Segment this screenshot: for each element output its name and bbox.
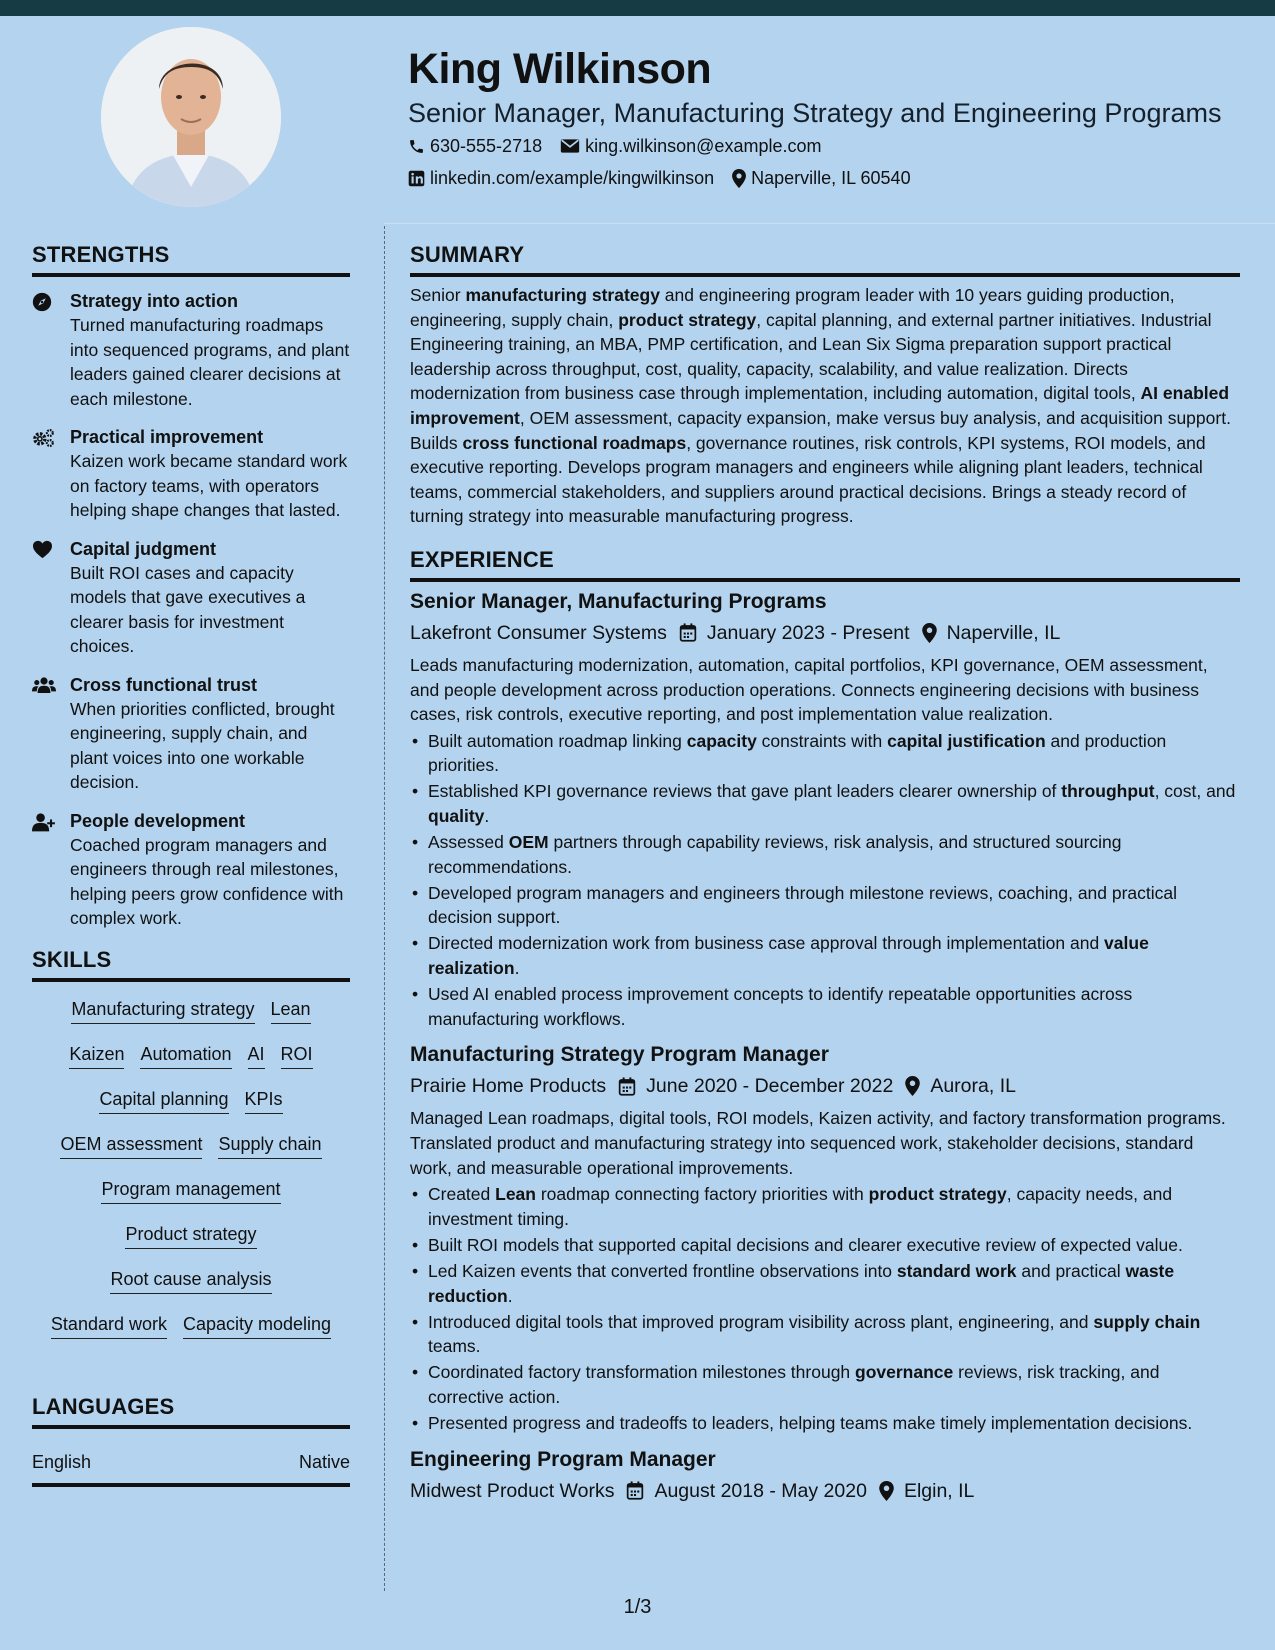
strength-item bbox=[32, 809, 350, 931]
job-location bbox=[905, 1072, 1016, 1100]
job-title: Senior Manager, Manufacturing Programs bbox=[410, 589, 827, 613]
text-run: and practical bbox=[1016, 1260, 1126, 1281]
map-pin-icon bbox=[922, 623, 937, 643]
bullet-item bbox=[410, 1259, 1240, 1308]
bullet-item bbox=[410, 830, 1240, 879]
language-level-bar bbox=[32, 1483, 350, 1487]
job-bullets bbox=[410, 729, 1240, 1032]
text-run: , governance routines, risk controls, KPI systems, ROI models, and executive reporting. Develops program managers and engineers while aligning plant leaders, technical teams, commercial stakeholders, and suppliers around practical decisions. Brings a steady record of turning strategy into measurable manufacturing progress. bbox=[410, 432, 1206, 527]
text-run: and production priorities. bbox=[428, 730, 1167, 776]
job-entry bbox=[410, 1041, 1240, 1435]
bullet-item bbox=[410, 1360, 1240, 1409]
job-meta bbox=[410, 619, 1240, 647]
text-run: Directed modernization work from business case approval through implementation and bbox=[428, 933, 1105, 954]
phone-item bbox=[408, 136, 542, 157]
job-location bbox=[922, 619, 1061, 647]
text-run: , cost, and bbox=[1154, 781, 1236, 802]
skill-tag: Lean bbox=[271, 998, 311, 1024]
skill-tag: OEM assessment bbox=[60, 1133, 202, 1159]
bullet-item bbox=[410, 779, 1240, 828]
text-run: Coordinated factory transformation milestones through bbox=[428, 1362, 856, 1383]
phone-icon bbox=[408, 138, 425, 155]
language-name: English bbox=[32, 1451, 92, 1472]
bullet-item bbox=[410, 982, 1240, 1031]
bullet-item bbox=[410, 1310, 1240, 1359]
strength-item bbox=[32, 425, 350, 523]
envelope-icon bbox=[560, 138, 580, 154]
job-description: Managed Lean roadmaps, digital tools, ROI models, Kaizen activity, and factory transformation programs. Translated product and manufacturing strategy into sequenced work, stakeholder decisions, standard work, and measurable operational improvements. bbox=[410, 1108, 1226, 1178]
strength-item bbox=[32, 289, 350, 411]
strength-desc: Coached program managers and engineers through real milestones, helping peers grow confidence with complex work. bbox=[70, 834, 344, 928]
job-title: Engineering Program Manager bbox=[410, 1447, 716, 1471]
bold-keyword: value realization bbox=[428, 933, 1149, 979]
text-run: partners through capability reviews, risk analysis, and structured sourcing recommendations. bbox=[428, 832, 1122, 877]
left-column bbox=[32, 240, 350, 1487]
text-run: roadmap connecting factory priorities with bbox=[535, 1184, 869, 1205]
skills-heading: SKILLS bbox=[32, 946, 112, 972]
languages-section bbox=[32, 1392, 350, 1487]
text-run: . bbox=[514, 958, 520, 979]
section-rule bbox=[32, 1425, 350, 1429]
skill-tag: Manufacturing strategy bbox=[71, 998, 254, 1024]
text-run: Presented progress and tradeoffs to leaders, helping teams make timely implementation decisions. bbox=[428, 1412, 1193, 1433]
strengths-heading: STRENGTHS bbox=[32, 242, 170, 267]
job-dates-text: August 2018 - May 2020 bbox=[654, 1479, 867, 1502]
strength-item bbox=[32, 673, 350, 795]
skill-tag: Product strategy bbox=[125, 1223, 256, 1249]
skill-tag: Root cause analysis bbox=[110, 1268, 271, 1294]
job-dates bbox=[618, 1072, 893, 1100]
summary-heading: SUMMARY bbox=[410, 242, 525, 267]
bullet-item bbox=[410, 1233, 1240, 1258]
compass-icon bbox=[32, 292, 52, 312]
text-run: constraints with bbox=[756, 730, 888, 751]
job-entry bbox=[410, 588, 1240, 1031]
text-run: , capacity needs, and investment timing. bbox=[428, 1184, 1173, 1229]
text-run: , capital planning, and external partner initiatives. Industrial Engineering training, an MBA, PMP certification, and Lean Six Sigma preparation support practical leadership across throughput, cost, quality, capacity, scalability, and value realization. Directs modernization from business case through implementation, including automation, digital tools, bbox=[410, 309, 1212, 404]
map-pin-icon bbox=[879, 1481, 894, 1501]
users-icon bbox=[32, 676, 56, 694]
bullet-item bbox=[410, 1411, 1240, 1436]
experience-section bbox=[410, 545, 1240, 1505]
header bbox=[408, 42, 1248, 194]
gears-icon bbox=[32, 428, 56, 448]
header-separator bbox=[384, 223, 1275, 224]
skill-tag: AI bbox=[248, 1043, 265, 1069]
skill-tag: Kaizen bbox=[69, 1043, 124, 1069]
bullet-item bbox=[410, 881, 1240, 930]
skill-row bbox=[32, 1309, 350, 1354]
bold-keyword: standard work bbox=[896, 1260, 1017, 1281]
linkedin-icon bbox=[408, 170, 425, 187]
job-list bbox=[410, 588, 1240, 1505]
text-run: . bbox=[507, 1285, 513, 1306]
text-run: Built ROI models that supported capital decisions and clearer executive review of expected value. bbox=[428, 1234, 1183, 1255]
skill-row bbox=[32, 1084, 350, 1129]
skill-row bbox=[32, 1219, 350, 1264]
bold-keyword: capacity bbox=[686, 730, 757, 751]
job-company: Prairie Home Products bbox=[410, 1075, 607, 1098]
text-run: Built automation roadmap linking bbox=[428, 730, 687, 751]
job-location-text: Naperville, IL bbox=[946, 621, 1061, 644]
job-company: Midwest Product Works bbox=[410, 1479, 615, 1502]
strength-title: Cross functional trust bbox=[70, 674, 258, 695]
map-pin-icon bbox=[905, 1076, 920, 1096]
email-item bbox=[560, 136, 821, 157]
bold-keyword: AI enabled improvement bbox=[410, 383, 1230, 428]
bullet-item bbox=[410, 729, 1240, 778]
bold-keyword: quality bbox=[428, 806, 485, 826]
strength-desc: Kaizen work became standard work on factory teams, with operators helping shape changes that lasted. bbox=[70, 451, 348, 520]
column-divider bbox=[384, 226, 385, 1591]
right-column bbox=[410, 240, 1240, 1505]
bold-keyword: cross functional roadmaps bbox=[462, 432, 687, 453]
job-description: Leads manufacturing modernization, automation, capital portfolios, KPI governance, OEM assessment, and people development across production operations. Connects engineering decisions with business cases, risk controls, executive reporting, and post implementation value realization. bbox=[410, 654, 1208, 725]
text-run: Introduced digital tools that improved program visibility across plant, engineering, and bbox=[428, 1311, 1094, 1332]
job-location bbox=[879, 1477, 974, 1505]
section-rule bbox=[410, 578, 1240, 582]
text-run: Used AI enabled process improvement concepts to identify repeatable opportunities across manufacturing workflows. bbox=[428, 984, 1133, 1029]
skill-tag: Automation bbox=[140, 1043, 231, 1069]
bold-keyword: supply chain bbox=[1093, 1311, 1201, 1332]
heart-icon bbox=[32, 540, 53, 559]
skill-tag: Standard work bbox=[51, 1313, 167, 1339]
experience-heading: EXPERIENCE bbox=[410, 546, 554, 572]
skill-row bbox=[32, 994, 350, 1039]
language-level: Native bbox=[298, 1451, 350, 1472]
location-item bbox=[732, 168, 910, 189]
bold-keyword: waste reduction bbox=[428, 1260, 1175, 1306]
linkedin-item bbox=[408, 168, 714, 189]
job-meta bbox=[410, 1477, 1240, 1505]
job-meta bbox=[410, 1072, 1240, 1100]
text-run: reviews, risk tracking, and corrective action. bbox=[428, 1362, 1160, 1407]
job-dates bbox=[626, 1477, 866, 1505]
languages-heading: LANGUAGES bbox=[32, 1393, 175, 1419]
candidate-title: Senior Manager, Manufacturing Strategy and Engineering Programs bbox=[408, 98, 1222, 128]
text-run: and engineering program leader with 10 years guiding production, engineering, supply chain, bbox=[410, 285, 1175, 330]
calendar-icon bbox=[618, 1077, 636, 1096]
skills-list bbox=[32, 994, 350, 1354]
skill-row bbox=[32, 1264, 350, 1309]
calendar-icon bbox=[626, 1481, 644, 1500]
section-rule bbox=[32, 273, 350, 277]
profile-photo bbox=[101, 27, 281, 207]
text-run: Developed program managers and engineers through milestone reviews, coaching, and practical decision support. bbox=[428, 882, 1178, 928]
strength-title: Practical improvement bbox=[70, 427, 264, 447]
text-run: Established KPI governance reviews that gave plant leaders clearer ownership of bbox=[428, 781, 1062, 802]
skill-tag: Supply chain bbox=[218, 1133, 321, 1159]
map-pin-icon bbox=[732, 169, 746, 188]
strengths-list bbox=[32, 289, 350, 931]
job-dates bbox=[679, 619, 910, 647]
contact-row-1 bbox=[408, 130, 1248, 162]
job-title: Manufacturing Strategy Program Manager bbox=[410, 1043, 829, 1067]
job-location-text: Aurora, IL bbox=[930, 1075, 1016, 1098]
job-dates-text: January 2023 - Present bbox=[706, 621, 910, 644]
contact-row-2 bbox=[408, 162, 1248, 194]
location-text: Naperville, IL 60540 bbox=[751, 167, 911, 188]
text-run: Senior bbox=[410, 285, 466, 305]
text-run: Assessed bbox=[428, 832, 509, 853]
strength-desc: Turned manufacturing roadmaps into sequenced programs, and plant leaders gained clearer decisions at each milestone. bbox=[70, 315, 350, 409]
language-item bbox=[32, 1451, 350, 1473]
bold-keyword: governance bbox=[855, 1362, 954, 1383]
text-run: Led Kaizen events that converted frontline observations into bbox=[428, 1260, 897, 1281]
candidate-name: King Wilkinson bbox=[408, 45, 712, 93]
top-accent-bar bbox=[0, 0, 1275, 16]
strength-title: Capital judgment bbox=[70, 538, 217, 559]
page-number: 1/3 bbox=[623, 1596, 652, 1618]
strength-item bbox=[32, 537, 350, 659]
job-entry bbox=[410, 1446, 1240, 1505]
bold-keyword: throughput bbox=[1061, 781, 1155, 802]
bold-keyword: capital justification bbox=[887, 730, 1046, 751]
summary-text bbox=[410, 283, 1240, 529]
job-location-text: Elgin, IL bbox=[903, 1479, 975, 1502]
phone-text[interactable]: 630-555-2718 bbox=[430, 135, 543, 156]
skill-tag: KPIs bbox=[245, 1088, 283, 1114]
bold-keyword: product strategy bbox=[868, 1184, 1007, 1205]
text-run: , OEM assessment, capacity expansion, make versus buy analysis, and acquisition support. Builds bbox=[410, 407, 1231, 453]
bold-keyword: OEM bbox=[508, 832, 549, 853]
skill-tag: Capacity modeling bbox=[183, 1313, 331, 1339]
bullet-item bbox=[410, 931, 1240, 980]
skill-tag: Capital planning bbox=[99, 1088, 228, 1114]
linkedin-text[interactable]: linkedin.com/example/kingwilkinson bbox=[430, 167, 715, 188]
section-rule bbox=[410, 273, 1240, 277]
user-plus-icon bbox=[32, 812, 56, 832]
skill-row bbox=[32, 1039, 350, 1084]
strength-title: People development bbox=[70, 810, 246, 831]
summary-section bbox=[410, 240, 1240, 529]
strengths-section bbox=[32, 240, 350, 931]
strength-desc: When priorities conflicted, brought engineering, supply chain, and plant voices into one workable decision. bbox=[70, 698, 335, 792]
calendar-icon bbox=[679, 623, 697, 642]
job-dates-text: June 2020 - December 2022 bbox=[646, 1075, 894, 1098]
bullet-item bbox=[410, 1182, 1240, 1231]
job-company: Lakefront Consumer Systems bbox=[410, 621, 667, 644]
section-rule bbox=[32, 978, 350, 982]
skills-section bbox=[32, 945, 350, 1354]
bold-keyword: product strategy bbox=[618, 309, 757, 330]
email-text[interactable]: king.wilkinson@example.com bbox=[585, 135, 822, 156]
bold-keyword: manufacturing strategy bbox=[465, 285, 660, 305]
skill-tag: ROI bbox=[281, 1043, 313, 1069]
strength-title: Strategy into action bbox=[70, 291, 239, 311]
strength-desc: Built ROI cases and capacity models that gave executives a clearer basis for investment choices. bbox=[70, 562, 306, 656]
bold-keyword: Lean bbox=[495, 1184, 536, 1205]
text-run: teams. bbox=[428, 1336, 481, 1357]
skill-tag: Program management bbox=[101, 1178, 280, 1204]
text-run: Created bbox=[428, 1184, 496, 1205]
skill-row bbox=[32, 1174, 350, 1219]
text-run: . bbox=[484, 806, 490, 826]
skill-row bbox=[32, 1129, 350, 1174]
job-bullets bbox=[410, 1182, 1240, 1435]
